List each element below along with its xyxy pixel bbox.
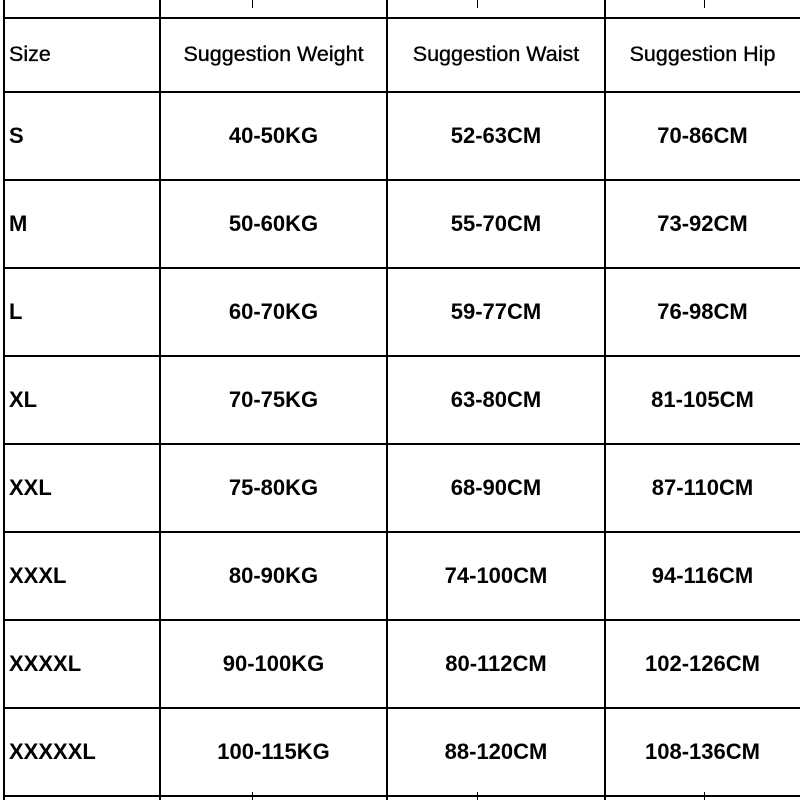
cell-hip: 81-105CM — [651, 387, 754, 412]
cell-weight: 80-90KG — [228, 563, 319, 588]
cell-size: XXXXL — [9, 651, 82, 676]
cell-size: XL — [9, 387, 38, 412]
cell-size: XXXXXL — [9, 739, 96, 764]
grid-edge-tick — [477, 0, 478, 8]
cell-weight: 40-50KG — [228, 123, 319, 148]
cell-size: XXXL — [9, 563, 67, 588]
header-waist: Suggestion Waist — [412, 42, 580, 67]
cell-size: XXL — [9, 475, 52, 500]
cell-waist: 74-100CM — [444, 563, 548, 588]
cell-weight: 100-115KG — [217, 739, 330, 764]
cell-waist: 55-70CM — [450, 211, 542, 236]
cell-hip: 76-98CM — [657, 299, 748, 324]
cell-waist: 88-120CM — [444, 739, 548, 764]
cell-hip: 87-110CM — [651, 475, 754, 500]
grid-edge-tick — [704, 0, 705, 8]
cell-hip: 70-86CM — [657, 123, 748, 148]
cell-hip: 102-126CM — [645, 651, 760, 676]
cell-weight: 90-100KG — [222, 651, 325, 676]
cell-waist: 80-112CM — [445, 651, 547, 676]
cell-hip: 108-136CM — [645, 739, 760, 764]
header-weight: Suggestion Weight — [183, 42, 364, 67]
header-hip: Suggestion Hip — [629, 42, 776, 67]
cell-waist: 68-90CM — [450, 475, 542, 500]
cell-weight: 60-70KG — [228, 299, 319, 324]
cell-waist: 52-63CM — [450, 123, 542, 148]
cell-size: M — [9, 211, 28, 236]
cell-hip: 94-116CM — [651, 563, 754, 588]
cell-weight: 50-60KG — [228, 211, 319, 236]
cell-waist: 63-80CM — [450, 387, 542, 412]
cell-size: L — [9, 299, 23, 324]
grid-edge-tick — [252, 0, 253, 8]
grid-horizontal-line — [4, 795, 800, 797]
cell-weight: 70-75KG — [228, 387, 319, 412]
header-size: Size — [9, 42, 51, 67]
cell-hip: 73-92CM — [657, 211, 748, 236]
cell-weight: 75-80KG — [228, 475, 319, 500]
cell-size: S — [9, 123, 24, 148]
cell-waist: 59-77CM — [450, 299, 542, 324]
